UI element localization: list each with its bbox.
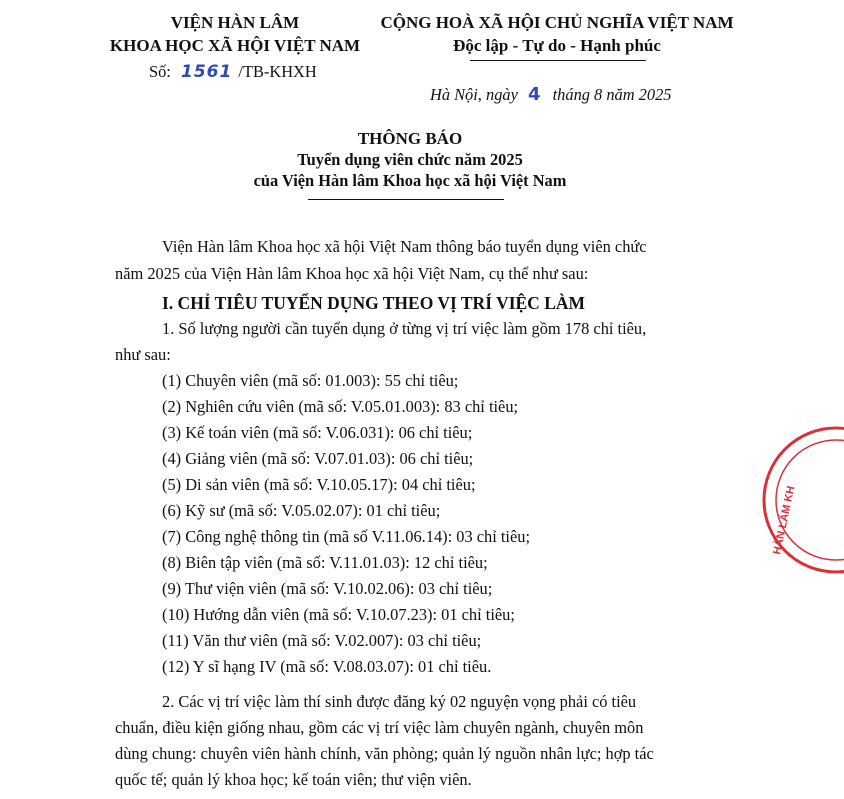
notice-subtitle-2: của Viện Hàn lâm Khoa học xã hội Việt Nam	[253, 171, 567, 190]
paragraph-2-line-4: quốc tế; quản lý khoa học; kế toán viên; thư viện viên.	[115, 770, 472, 789]
notice-title: THÔNG BÁO	[357, 129, 463, 148]
paragraph-2-line-3: dùng chung: chuyên viên hành chính, văn phòng; quản lý nguồn nhân lực; hợp tác	[115, 744, 654, 763]
motto-underline	[470, 60, 646, 61]
position-list	[162, 368, 530, 680]
seal-text: HÀN LÂM KH	[771, 484, 798, 556]
title-underline	[308, 199, 504, 200]
paragraph-1-line-2: như sau:	[115, 345, 171, 364]
list-item: (6) Kỹ sư (mã số: V.05.02.07): 01 chỉ tiêu;	[162, 501, 441, 520]
intro-line-2: năm 2025 của Viện Hàn lâm Khoa học xã hội Việt Nam, cụ thể như sau:	[115, 264, 589, 283]
intro-line-1: Viện Hàn lâm Khoa học xã hội Việt Nam thông báo tuyển dụng viên chức	[162, 237, 647, 256]
document-number-prefix: Số:	[149, 62, 171, 81]
list-item: (12) Y sĩ hạng IV (mã số: V.08.03.07): 01 chỉ tiêu.	[162, 657, 492, 676]
list-item: (10) Hướng dẫn viên (mã số: V.10.07.23): 01 chỉ tiêu;	[162, 605, 515, 624]
list-item: (3) Kế toán viên (mã số: V.06.031): 06 chỉ tiêu;	[162, 423, 473, 442]
section-heading: I. CHỈ TIÊU TUYỂN DỤNG THEO VỊ TRÍ VIỆC LÀM	[162, 293, 586, 313]
list-item: (11) Văn thư viên (mã số: V.02.007): 03 chỉ tiêu;	[162, 631, 482, 650]
date-suffix: tháng 8 năm 2025	[552, 85, 672, 104]
date-prefix: Hà Nội, ngày	[430, 85, 518, 104]
official-seal-stamp	[752, 425, 844, 575]
issue-date	[430, 84, 671, 105]
country-name: CỘNG HOÀ XÃ HỘI CHỦ NGHĨA VIỆT NAM	[380, 13, 734, 32]
country-motto: Độc lập - Tự do - Hạnh phúc	[453, 36, 661, 55]
list-item: (1) Chuyên viên (mã số: 01.003): 55 chỉ tiêu;	[162, 371, 459, 390]
document-number-suffix: /TB-KHXH	[238, 62, 317, 81]
paragraph-1-line-1: 1. Số lượng người cần tuyển dụng ở từng vị trí việc làm gồm 178 chỉ tiêu,	[162, 319, 647, 338]
agency-name-line2: KHOA HỌC XÃ HỘI VIỆT NAM	[109, 36, 361, 55]
list-item: (2) Nghiên cứu viên (mã số: V.05.01.003): 83 chỉ tiêu;	[162, 397, 519, 416]
agency-name-line1: VIỆN HÀN LÂM	[170, 13, 300, 32]
list-item: (8) Biên tập viên (mã số: V.11.01.03): 12 chỉ tiêu;	[162, 553, 488, 572]
list-item: (5) Di sản viên (mã số: V.10.05.17): 04 chỉ tiêu;	[162, 475, 476, 494]
document-number-handwritten: 1561	[180, 62, 233, 82]
list-item: (9) Thư viện viên (mã số: V.10.02.06): 03 chỉ tiêu;	[162, 579, 493, 598]
document-number	[149, 62, 317, 82]
list-item: (7) Công nghệ thông tin (mã số V.11.06.14): 03 chỉ tiêu;	[162, 527, 531, 546]
paragraph-2-line-2: chuẩn, điều kiện giống nhau, gồm các vị trí việc làm chuyên ngành, chuyên môn	[115, 718, 644, 737]
list-item: (4) Giảng viên (mã số: V.07.01.03): 06 chỉ tiêu;	[162, 449, 474, 468]
date-day-handwritten: 4	[527, 84, 541, 105]
paragraph-2-line-1: 2. Các vị trí việc làm thí sinh được đăng ký 02 nguyện vọng phải có tiêu	[162, 692, 637, 711]
notice-subtitle-1: Tuyển dụng viên chức năm 2025	[297, 150, 523, 169]
